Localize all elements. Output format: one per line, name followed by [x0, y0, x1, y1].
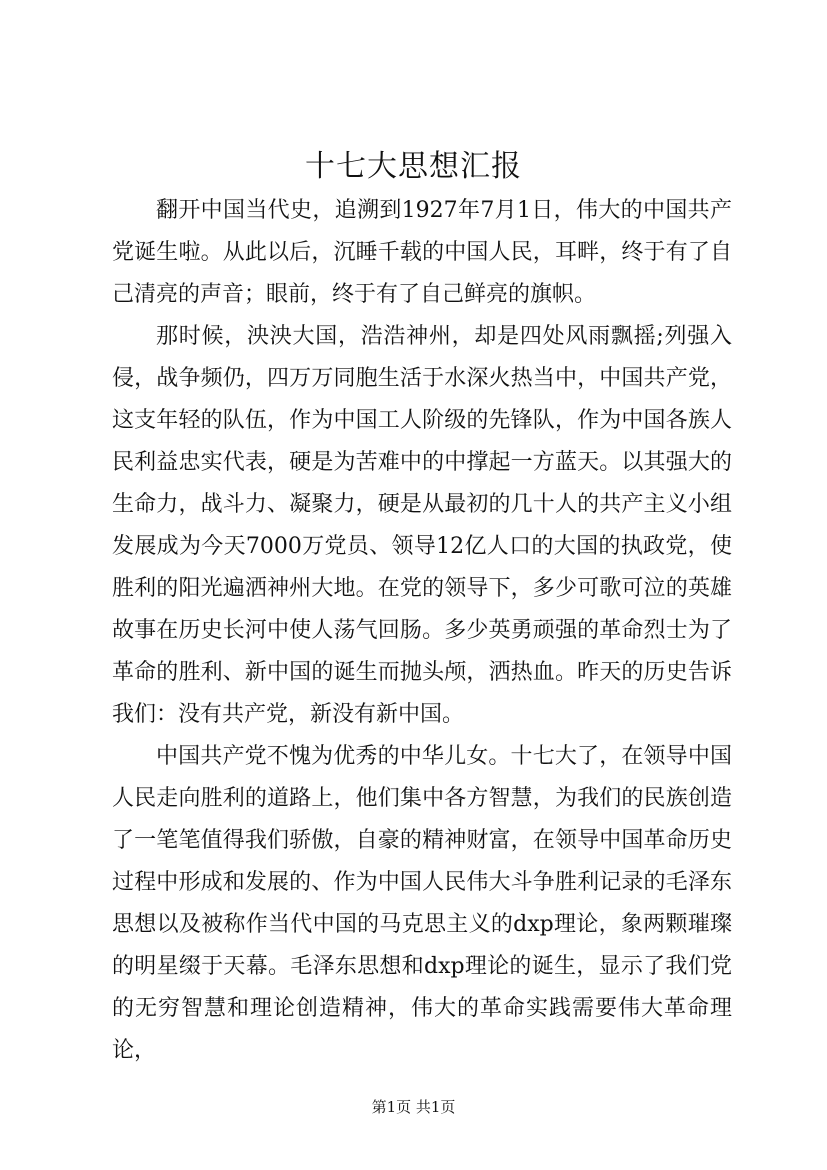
document-title: 十七大思想汇报	[305, 149, 522, 184]
page-number-footer: 第1页 共1页	[371, 1098, 456, 1116]
paragraph-3: 中国共产党不愧为优秀的中华儿女。十七大了，在领导中国人民走向胜利的道路上，他们集中各方智慧，为我们的民族创造了一笔笔值得我们骄傲，自豪的精神财富，在领导中国革命历史过程中形成和发展的、作为中国人民伟大斗争胜利记录的毛泽东思想以及被称作当代中国的马克思主义的dxp理论，象两颗璀璨的明星缀于天幕。毛泽东思想和dxp理论的诞生，显示了我们党的无穷智慧和理论创造精神，伟大的革命实践需要伟大革命理论，	[112, 744, 732, 1063]
paragraph-2: 那时候，泱泱大国，浩浩神州，却是四处风雨飘摇;列强入侵，战争频仍，四万万同胞生活于水深火热当中，中国共产党，这支年轻的队伍，作为中国工人阶级的先锋队，作为中国各族人民利益忠实代表，硬是为苦难中的中撑起一方蓝天。以其强大的生命力，战斗力、凝聚力，硬是从最初的几十人的共产主义小组发展成为今天7000万党员、领导12亿人口的大国的执政党，使胜利的阳光遍洒神州大地。在党的领导下，多少可歌可泣的英雄故事在历史长河中使人荡气回肠。多少英勇顽强的革命烈士为了革命的胜利、新中国的诞生而抛头颅，洒热血。昨天的历史告诉我们：没有共产党，新没有新中国。	[112, 324, 732, 727]
paragraph-1: 翻开中国当代史，追溯到1927年7月1日，伟大的中国共产党诞生啦。从此以后，沉睡千载的中国人民，耳畔，终于有了自己清亮的声音；眼前，终于有了自己鲜亮的旗帜。	[112, 198, 732, 307]
document-body	[112, 190, 732, 1072]
